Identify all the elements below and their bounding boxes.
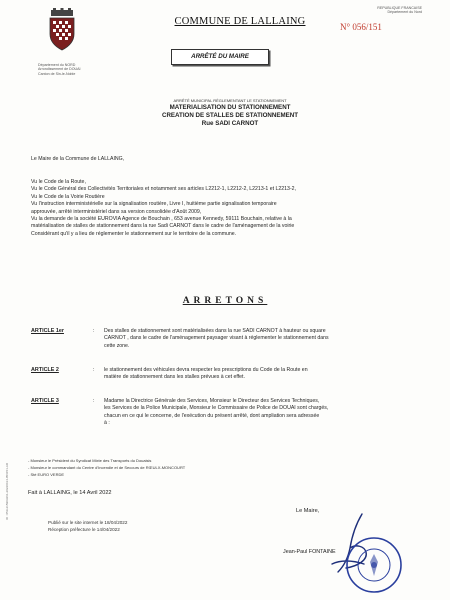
republic-line-2: Département du Nord [387, 10, 422, 15]
republic-line-1: REPUBLIQUE FRANCAISE [377, 6, 422, 10]
vu-demande-1: Vu la demande de la société EUROVIA Agence de Bouchain , 653 avenue Kennedy, 59111 Bouchain, relative à la [31, 216, 292, 223]
department-info [38, 63, 118, 76]
fait-a-date: Fait à LALLAING, le 14 Avril 2022 [28, 490, 112, 496]
ampliation-item: - Monsieur le Président du Syndicat Mixte des Transports du Douaisis [28, 458, 152, 463]
vu-code-voirie: Vu le Code de la Voirie Routière [31, 193, 105, 200]
preamble-intro: Le Maire de la Commune de LALLAING, [31, 156, 125, 162]
article-1-line: Des stalles de stationnement sont matérialisées dans la rue SADI CARNOT à hauteur ou square [104, 328, 326, 334]
article-3-line: les Services de la Police Municipale, Monsieur le Commissaire de Police de DOUAI sont chargés, [104, 405, 329, 412]
article-3-line: à : [104, 420, 110, 427]
commune-crest-logo [47, 8, 77, 52]
republic-header [334, 6, 422, 15]
title-line-3: Rue SADI CARNOT [201, 120, 259, 127]
ampliation-item: - Monsieur le commandant du Centre d'Incendie et de Secours de RŒULX-MONCOURT [28, 465, 186, 470]
title-line-1: MATERIALISATION DU STATIONNEMENT [169, 104, 291, 111]
title-line-2: CREATION DE STALLES DE STATIONNEMENT [161, 112, 298, 119]
arrete-number: N° 056/151 [340, 22, 382, 32]
commune-title: COMMUNE DE LALLAING [174, 16, 306, 27]
dept-line-2: Arrondissement de DOUAI [38, 67, 81, 72]
article-2-line: matière de stationnement dans les stalles prévues à cet effet. [104, 374, 245, 381]
considerant: Considérant qu'il y a lieu de réglementer le stationnement sur le territoire de la commune. [31, 230, 237, 237]
ampliation-item: - Sté EURO VERDE [28, 472, 65, 477]
vu-instruction-2: approuvée, arrêté interministériel dans sa version consolidée d'Août 2009, [31, 208, 202, 215]
publication-line-1: Publié sur le site internet le 18/04/2022 [48, 520, 128, 525]
publication-line-2: Réception préfecture le 14/04/2022 [48, 526, 120, 532]
article-1-label: ARTICLE 1er [31, 328, 64, 334]
article-3-line: chacun en ce qui le concerne, de l'exécution du présent arrêté, dont ampliation sera adressée [104, 412, 320, 419]
arrete-du-maire-box: ARRÊTÉ DU MAIRE [171, 49, 269, 65]
arretons-heading: ARRETONS [182, 296, 268, 306]
document-titles [110, 98, 350, 128]
vu-cgct: Vu le Code Général des Collectivités Territoriales et notamment ses articles L2212-1, L2212-2, L2213-1 et L2213-2, [31, 186, 296, 193]
article-2-text [104, 367, 434, 382]
preamble-visas [31, 179, 441, 238]
article-1-line: CARNOT , dans le cadre de l'aménagement paysager visant à réglementer le stationnement dans [104, 335, 329, 342]
side-reference: ID : 059-215903261-20220414-056151-AR [5, 462, 9, 520]
article-1-colon: : [93, 328, 95, 334]
dept-line-1: Département du NORD [38, 63, 76, 67]
title-line-0: ARRÊTÉ MUNICIPAL RÈGLEMENTANT LE STATIONNEMENT [173, 98, 287, 103]
article-2-label: ARTICLE 2 [31, 367, 59, 373]
ampliation-list [28, 457, 278, 478]
article-3-text [104, 398, 439, 428]
article-3-colon: : [93, 398, 95, 404]
dept-line-3: Canton de Sin-le-Noble [38, 71, 76, 76]
article-1-text [104, 328, 434, 350]
publication-info [48, 520, 218, 533]
vu-code-route: Vu le Code de la Route, [31, 179, 86, 185]
article-2-line: le stationnement des véhicules devra respecter les prescriptions du Code de la Route en [104, 367, 308, 373]
article-3-line: Madame la Directrice Générale des Services, Monsieur le Directeur des Services Techniques, [104, 398, 320, 404]
article-2-colon: : [93, 367, 95, 373]
vu-instruction-1: Vu l'instruction interministérielle sur la signalisation routière, Livre I, huitième partie signalisation temporaire [31, 201, 277, 208]
mayor-name: Jean-Paul FONTAINE [283, 549, 336, 555]
article-3-label: ARTICLE 3 [31, 398, 59, 404]
article-1-line: cette zone. [104, 342, 130, 349]
le-maire-label: Le Maire, [296, 508, 320, 514]
vu-demande-2: matérialisation de stalles de stationnement dans la rue Sadi CARNOT dans le cadre de l'aménagement de la voirie [31, 223, 295, 230]
mairie-stamp-seal [345, 536, 403, 594]
